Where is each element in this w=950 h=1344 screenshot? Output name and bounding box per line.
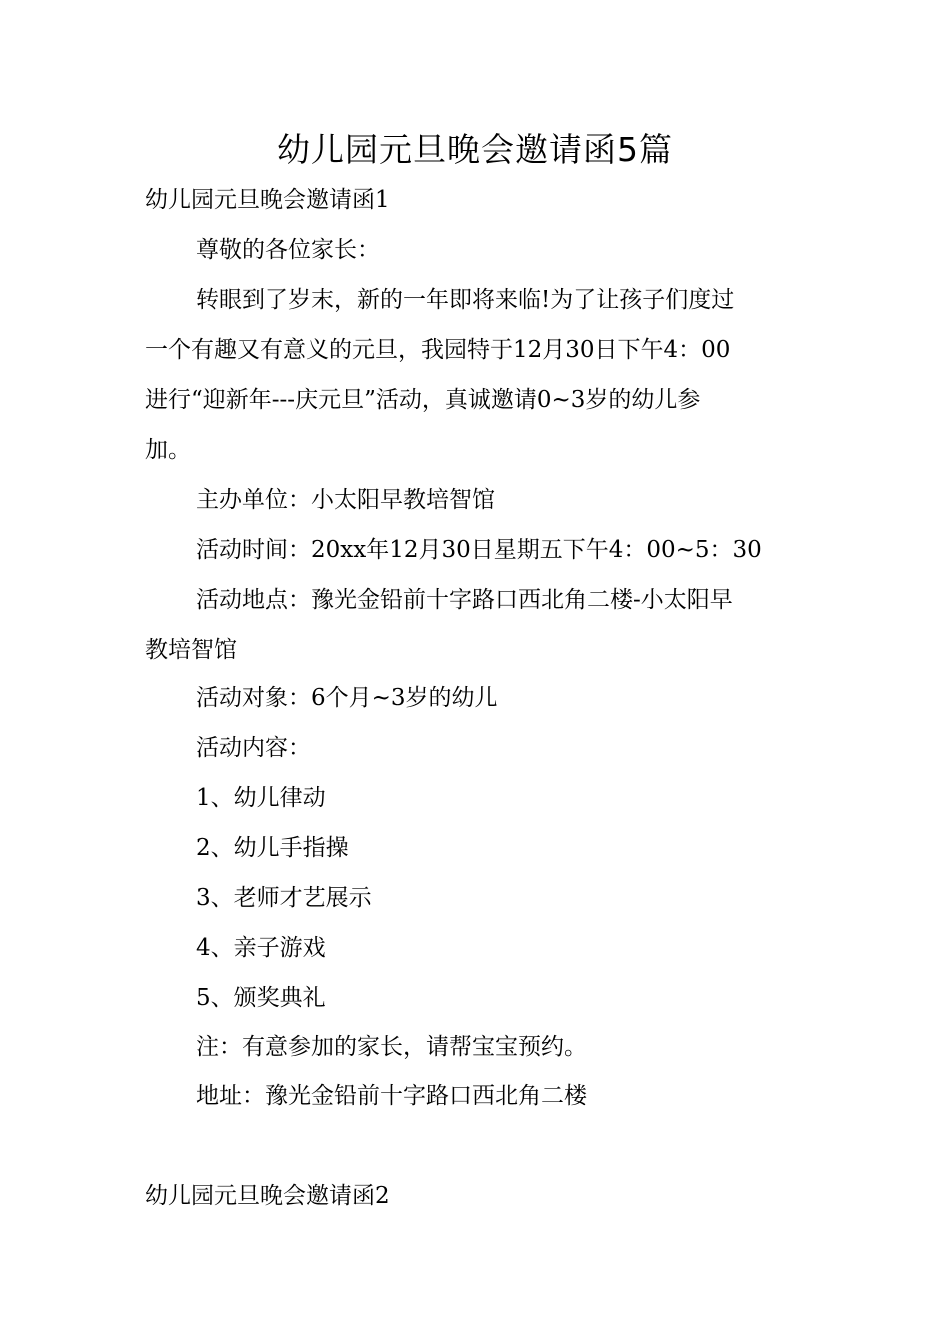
section-heading-1: 幼儿园元旦晚会邀请函1 (145, 187, 390, 213)
content-item-1: 1、幼儿律动 (196, 785, 326, 811)
address: 地址：豫光金铅前十字路口西北角二楼 (196, 1083, 587, 1109)
greeting: 尊敬的各位家长： (196, 237, 380, 263)
note: 注：有意参加的家长，请帮宝宝预约。 (196, 1034, 587, 1060)
paragraph-line-4: 加。 (145, 437, 191, 463)
paragraph-line-2: 一个有趣又有意义的元旦，我园特于12月30日下午4：00 (145, 337, 731, 363)
organizer: 主办单位：小太阳早教培智馆 (196, 487, 495, 513)
content-item-4: 4、亲子游戏 (196, 935, 326, 961)
document-title: 幼儿园元旦晚会邀请函5篇 (277, 130, 673, 169)
paragraph-line-3: 进行“迎新年---庆元旦”活动，真诚邀请0~3岁的幼儿参 (145, 387, 701, 413)
content-label: 活动内容： (196, 735, 311, 761)
event-time: 活动时间：20xx年12月30日星期五下午4：00~5：30 (196, 537, 762, 563)
paragraph-line-1: 转眼到了岁末，新的一年即将来临!为了让孩子们度过 (196, 287, 735, 313)
content-item-3: 3、老师才艺展示 (196, 885, 372, 911)
content-item-2: 2、幼儿手指操 (196, 835, 349, 861)
section-heading-2: 幼儿园元旦晚会邀请函2 (145, 1183, 390, 1209)
audience: 活动对象：6个月~3岁的幼儿 (196, 685, 498, 711)
location-line-1: 活动地点：豫光金铅前十字路口西北角二楼-小太阳早 (196, 587, 733, 613)
location-line-2: 教培智馆 (145, 637, 237, 663)
content-item-5: 5、颁奖典礼 (196, 985, 326, 1011)
